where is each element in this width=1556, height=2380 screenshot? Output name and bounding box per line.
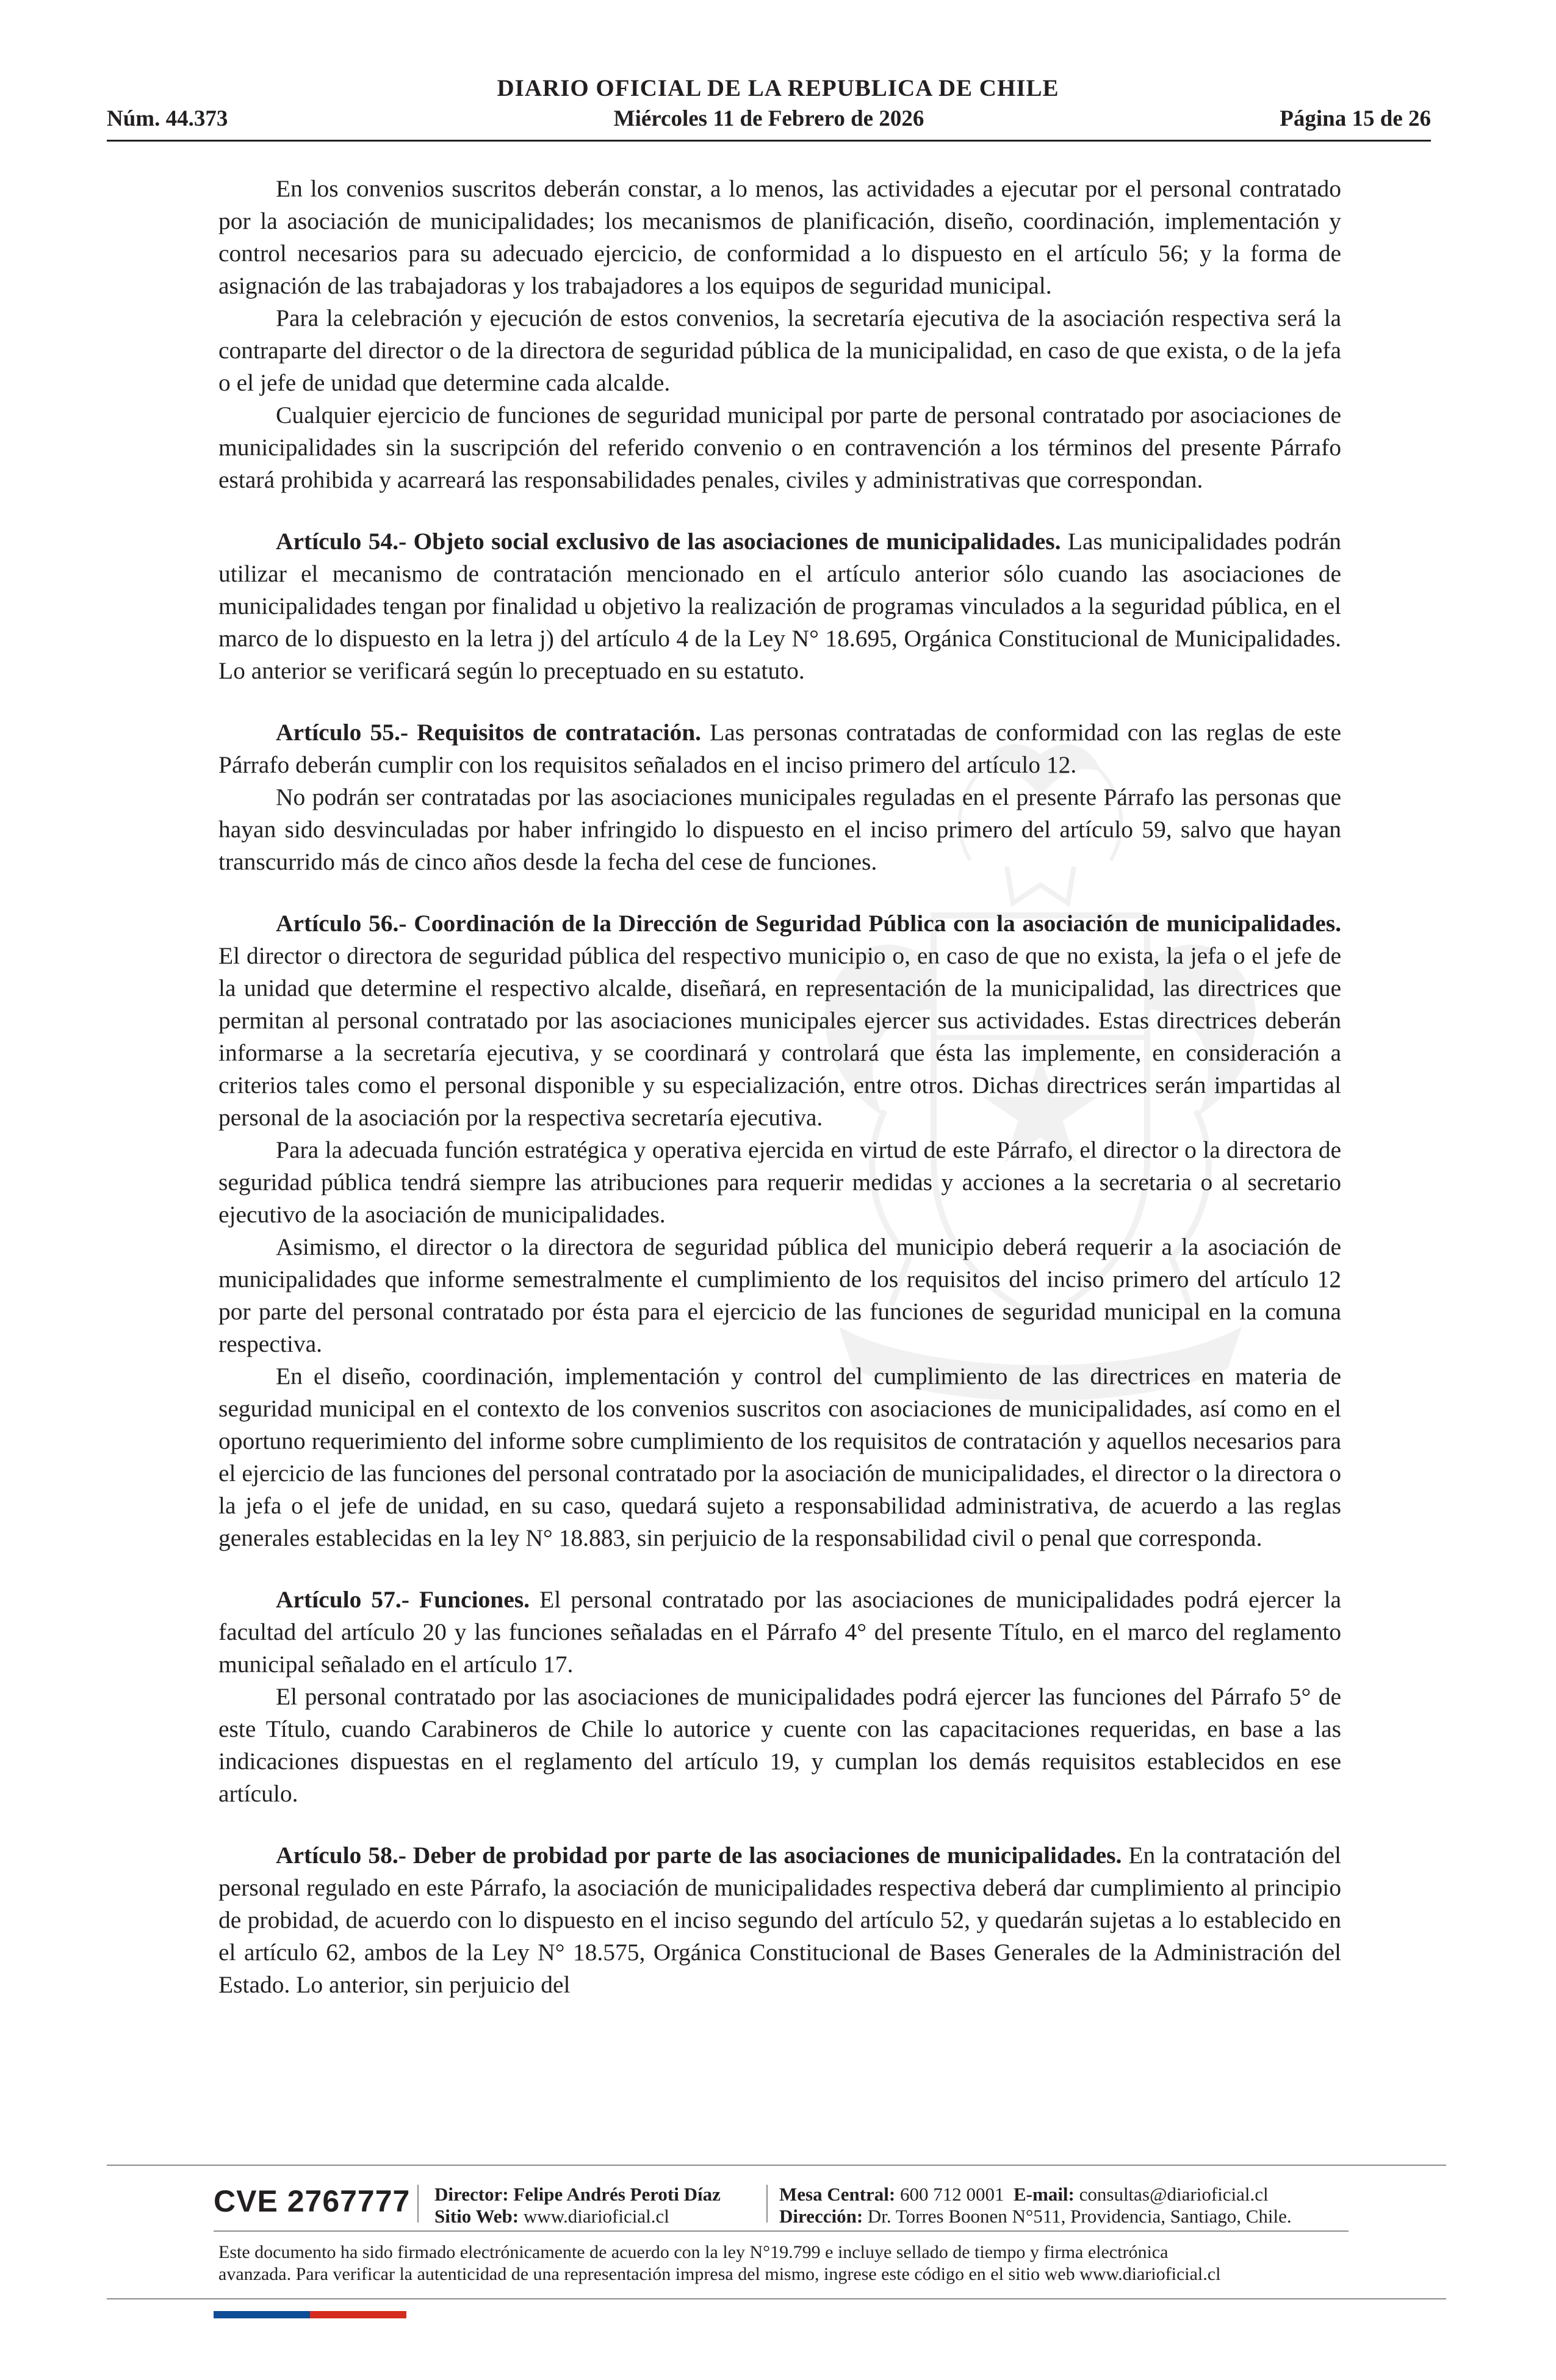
address-value: Dr. Torres Boonen N°511, Providencia, Santiago, Chile. [863, 2205, 1292, 2227]
footer-separator [417, 2185, 419, 2223]
footer-rule-top [107, 2165, 1446, 2166]
email-label: E-mail: [1014, 2183, 1075, 2205]
mesa-label: Mesa Central: [779, 2183, 896, 2205]
article-58 [218, 1839, 1341, 2001]
footer-contact-block [779, 2183, 1292, 2227]
email-link[interactable]: consultas@diarioficial.cl [1074, 2183, 1269, 2205]
paragraph: Para la celebración y ejecución de estos convenios, la secretaría ejecutiva de la asociación respectiva será la contraparte del director o de la directora de seguridad pública de la municipalidad, en caso de que exista, o de la jefa o el jefe de unidad que determine cada alcalde. [218, 305, 1341, 396]
header-row [107, 106, 1431, 136]
flag-bar-red [310, 2311, 406, 2318]
article-56-text: El director o directora de seguridad pública del respectivo municipio o, en caso de que no exista, la jefa o el jefe de la unidad que determine el respectivo alcalde, diseñará, en representación de la municipalidad, las directrices que permitan al personal contratado por las asociaciones municipales ejercer sus actividades. Estas directrices deberán informarse a la secretaría ejecutiva, y se coordinará y controlará que ésta las implemente, en consideración a criterios tales como el personal disponible y su especialización, entre otros. Dichas directrices serán impartidas al personal de la asociación por la respectiva secretaría ejecutiva. [218, 942, 1341, 1131]
mesa-phone: 600 712 0001 [895, 2183, 1004, 2205]
issue-number: Núm. 44.373 [107, 106, 228, 131]
legal-line: Este documento ha sido firmado electrónicamente de acuerdo con la ley N°19.799 e incluye sellado de tiempo y firma electrónica [218, 2242, 1169, 2262]
gazette-title: DIARIO OFICIAL DE LA REPUBLICA DE CHILE [497, 75, 1059, 101]
article-54-heading: Artículo 54.- Objeto social exclusivo de las asociaciones de municipalidades. [276, 528, 1061, 555]
article-56-heading: Artículo 56.- Coordinación de la Dirección de Seguridad Pública con la asociación de municipalidades. [276, 910, 1341, 937]
address-label: Dirección: [779, 2205, 863, 2227]
paragraph: El personal contratado por las asociaciones de municipalidades podrá ejercer las funciones del Párrafo 5° de este Título, cuando Carabineros de Chile lo autorice y cuente con las capacitaciones requeridas, en base a las indicaciones dispuestas en el reglamento del artículo 19, y cumplan los demás requisitos establecidos en ese artículo. [218, 1683, 1341, 1807]
website-label: Sitio Web: [434, 2205, 519, 2227]
paragraph: En el diseño, coordinación, implementación y control del cumplimiento de las directrices en materia de seguridad municipal en el contexto de los convenios suscritos con asociaciones de municipalidades, así como en el oportuno requerimiento del informe sobre cumplimiento de los requisitos de contratación y aquellos necesarios para el ejercicio de las funciones del personal contratado por la asociación de municipalidades, el director o la directora o la jefa o el jefe de unidad, en su caso, quedará sujeto a responsabilidad administrativa, de acuerdo a las reglas generales establecidas en la ley N° 18.883, sin perjuicio de la responsabilidad civil o penal que corresponda. [218, 1363, 1341, 1551]
paragraph: Cualquier ejercicio de funciones de seguridad municipal por parte de personal contratado por asociaciones de municipalidades sin la suscripción del referido convenio o en contravención a los términos del presente Párrafo estará prohibida y acarreará las responsabilidades penales, civiles y administrativas que correspondan. [218, 402, 1341, 493]
article-57-heading: Artículo 57.- Funciones. [276, 1586, 530, 1613]
article-58-text: En la contratación del personal regulado en este Párrafo, la asociación de municipalidades respectiva deberá dar cumplimiento al principio de probidad, de acuerdo con lo dispuesto en el inciso segundo del artículo 52, y quedarán sujetas a lo establecido en el artículo 62, ambos de la Ley N° 18.575, Orgánica Constitucional de Bases Generales de la Administración del Estado. Lo anterior, sin perjuicio del [218, 1842, 1341, 1998]
article-58-heading: Artículo 58.- Deber de probidad por parte de las asociaciones de municipalidades. [276, 1842, 1122, 1869]
article-55-heading: Artículo 55.- Requisitos de contratación. [276, 719, 702, 746]
paragraph: No podrán ser contratadas por las asociaciones municipales reguladas en el presente Párrafo las personas que hayan sido desvinculadas por haber infringido lo dispuesto en el inciso primero del artículo 59, salvo que hayan transcurrido más de cinco años desde la fecha del cese de funciones. [218, 784, 1341, 875]
footer-rule-bottom [107, 2298, 1446, 2299]
legal-notice [218, 2241, 1378, 2285]
footer-director-block [434, 2183, 721, 2227]
director-name: Felipe Andrés Peroti Díaz [508, 2183, 721, 2205]
article-55 [218, 716, 1341, 781]
article-57-text: El personal contratado por las asociaciones de municipalidades podrá ejercer la facultad del artículo 20 y las funciones señaladas en el Párrafo 4° del presente Título, en el marco del reglamento municipal señalado en el artículo 17. [218, 1586, 1341, 1678]
website-link[interactable]: www.diarioficial.cl [519, 2205, 669, 2227]
cve-code: CVE 2767777 [214, 2184, 411, 2218]
paragraph: En los convenios suscritos deberán constar, a lo menos, las actividades a ejecutar por el personal contratado por la asociación de municipalidades; los mecanismos de planificación, diseño, coordinación, implementación y control necesarios para su adecuado ejercicio, de conformidad a lo dispuesto en el artículo 56; y la forma de asignación de las trabajadoras y los trabajadores a los equipos de seguridad municipal. [218, 175, 1341, 299]
header-rule [107, 140, 1431, 142]
article-54 [218, 525, 1341, 687]
director-label: Director: [434, 2183, 509, 2205]
document-body [218, 173, 1341, 2001]
paragraph: Para la adecuada función estratégica y operativa ejercida en virtud de este Párrafo, el director o la directora de seguridad pública tendrá siempre las atribuciones para requerir medidas y acciones a la secretaria o al secretario ejecutivo de la asociación de municipalidades. [218, 1136, 1341, 1228]
article-55-text: Las personas contratadas de conformidad con las reglas de este Párrafo deberán cumplir con los requisitos señalados en el inciso primero del artículo 12. [218, 719, 1342, 778]
footer-rule-middle [214, 2230, 1349, 2232]
article-56 [218, 907, 1341, 1134]
issue-date: Miércoles 11 de Febrero de 2026 [613, 106, 924, 131]
flag-bar-blue [214, 2311, 310, 2318]
article-54-text: Las municipalidades podrán utilizar el mecanismo de contratación mencionado en el artículo anterior sólo cuando las asociaciones de municipalidades tengan por finalidad u objetivo la realización de programas vinculados a la seguridad pública, en el marco de lo dispuesto en la letra j) del artículo 4 de la Ley N° 18.695, Orgánica Constitucional de Municipalidades. Lo anterior se verificará según lo preceptuado en su estatuto. [218, 528, 1342, 684]
paragraph: Asimismo, el director o la directora de seguridad pública del municipio deberá requerir a la asociación de municipalidades que informe semestralmente el cumplimiento de los requisitos del inciso primero del artículo 12 por parte del personal contratado por ésta para el ejercicio de las funciones de seguridad municipal en la comuna respectiva. [218, 1233, 1341, 1357]
footer-separator [766, 2185, 768, 2223]
legal-line: avanzada. Para verificar la autenticidad de una representación impresa del mismo, ingrese este código en el sitio web www.diarioficial.cl [218, 2264, 1221, 2284]
page-number: Página 15 de 26 [1280, 106, 1431, 131]
article-57 [218, 1584, 1341, 1681]
